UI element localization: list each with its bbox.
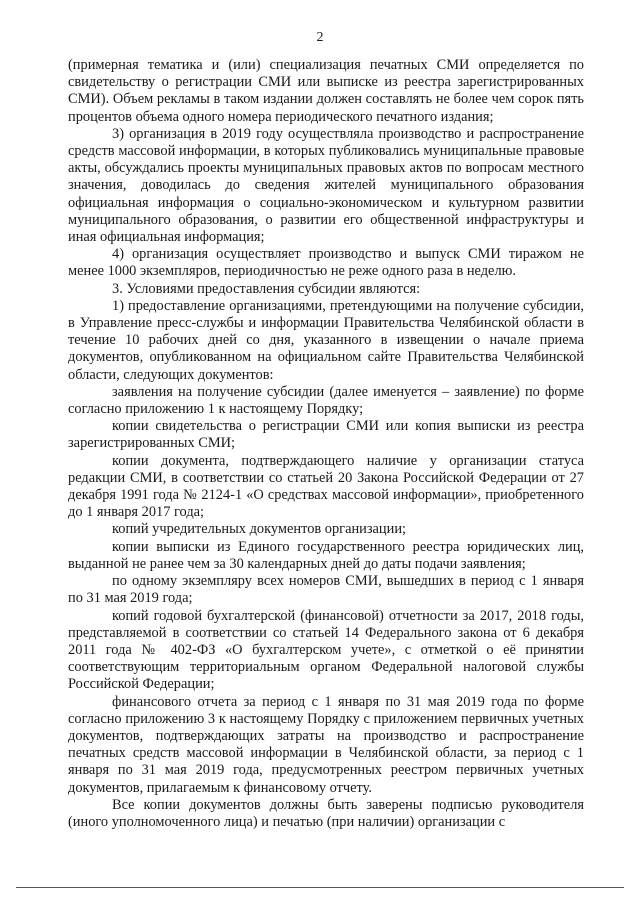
page-number: 2 (316, 30, 324, 45)
paragraph-item-1-submission: 1) предоставление организациями, претендующими на получение субсидии, в Управление пресс-службы и информации Правительства Челябинской области в течение 10 рабочих дней со дня, указанного в извещении о начале приема документов, опубликованном на официальном сайте Правительства Челябинской области, следующих документов: (68, 297, 584, 383)
paragraph-condition-4: 4) организация осуществляет производство и выпуск СМИ тиражом не менее 1000 экземпляров, периодичностью не реже одного раза в неделю. (68, 246, 584, 280)
list-item-editorial-status: копии документа, подтверждающего наличие у организации статуса редакции СМИ, в соответствии со статьей 20 Закона Российской Федерации от 27 декабря 1991 года № 2124-1 «О средствах массовой информации», приобретенного до 1 января 2017 года; (68, 452, 584, 521)
list-item-application: заявления на получение субсидии (далее именуется – заявление) по форме согласно приложению 1 к настоящему Порядку; (68, 383, 584, 418)
list-item-financial-report: финансового отчета за период с 1 января по 31 мая 2019 года по форме согласно приложению 3 к настоящему Порядку с приложением первичных учетных документов, подтверждающих затраты на производство и распространение печатных средств массовой информации в Челябинской области, за период с 1 января по 31 мая 2019 года, предусмотренных реестром первичных учетных документов, прилагаемым к финансовому отчету. (68, 693, 584, 796)
paragraph-section-3-heading: 3. Условиями предоставления субсидии являются: (112, 280, 421, 297)
paragraph-topic-continuation: (примерная тематика и (или) специализация печатных СМИ определяется по свидетельству о регистрации СМИ или выписке из реестра зарегистрированных СМИ). Объем рекламы в таком издании должен составлять не более чем сорок пять процентов объема одного номера периодического печатного издания; (68, 57, 584, 125)
paragraph-certification: Все копии документов должны быть заверены подписью руководителя (иного уполномоченного лица) и печатью (при наличии) организации с (68, 796, 584, 830)
list-item-constituent-documents: копий учредительных документов организации; (112, 521, 407, 538)
bottom-divider (16, 887, 624, 888)
list-item-registration-certificate: копии свидетельства о регистрации СМИ или копия выписки из реестра зарегистрированных СМИ; (68, 418, 584, 452)
list-item-annual-accounting: копий годовой бухгалтерской (финансовой) отчетности за 2017, 2018 годы, представляемой в соответствии со статьей 14 Федерального закона от 6 декабря 2011 года № 402-ФЗ «О бухгалтерском учете», с отметкой о её принятии соответствующим территориальным органом Федеральной налоговой службы Российской Федерации; (68, 607, 584, 693)
list-item-state-register-extract: копии выписки из Единого государственного реестра юридических лиц, выданной не ранее чем за 30 календарных дней до даты подачи заявления; (68, 538, 584, 572)
document-body (68, 57, 584, 831)
paragraph-condition-3: 3) организация в 2019 году осуществляла производство и распространение средств массовой информации, в которых публиковались муниципальные правовые акты, обсуждались проекты муниципальных правовых актов по вопросам местного значения, доводилась до сведения жителей муниципального образования официальная информация о социально-экономическом и культурном развитии муниципального образования, о развитии его общественной инфраструктуры и иная официальная информация; (68, 125, 584, 246)
list-item-media-issues: по одному экземпляру всех номеров СМИ, вышедших в период с 1 января по 31 мая 2019 года; (68, 573, 584, 607)
